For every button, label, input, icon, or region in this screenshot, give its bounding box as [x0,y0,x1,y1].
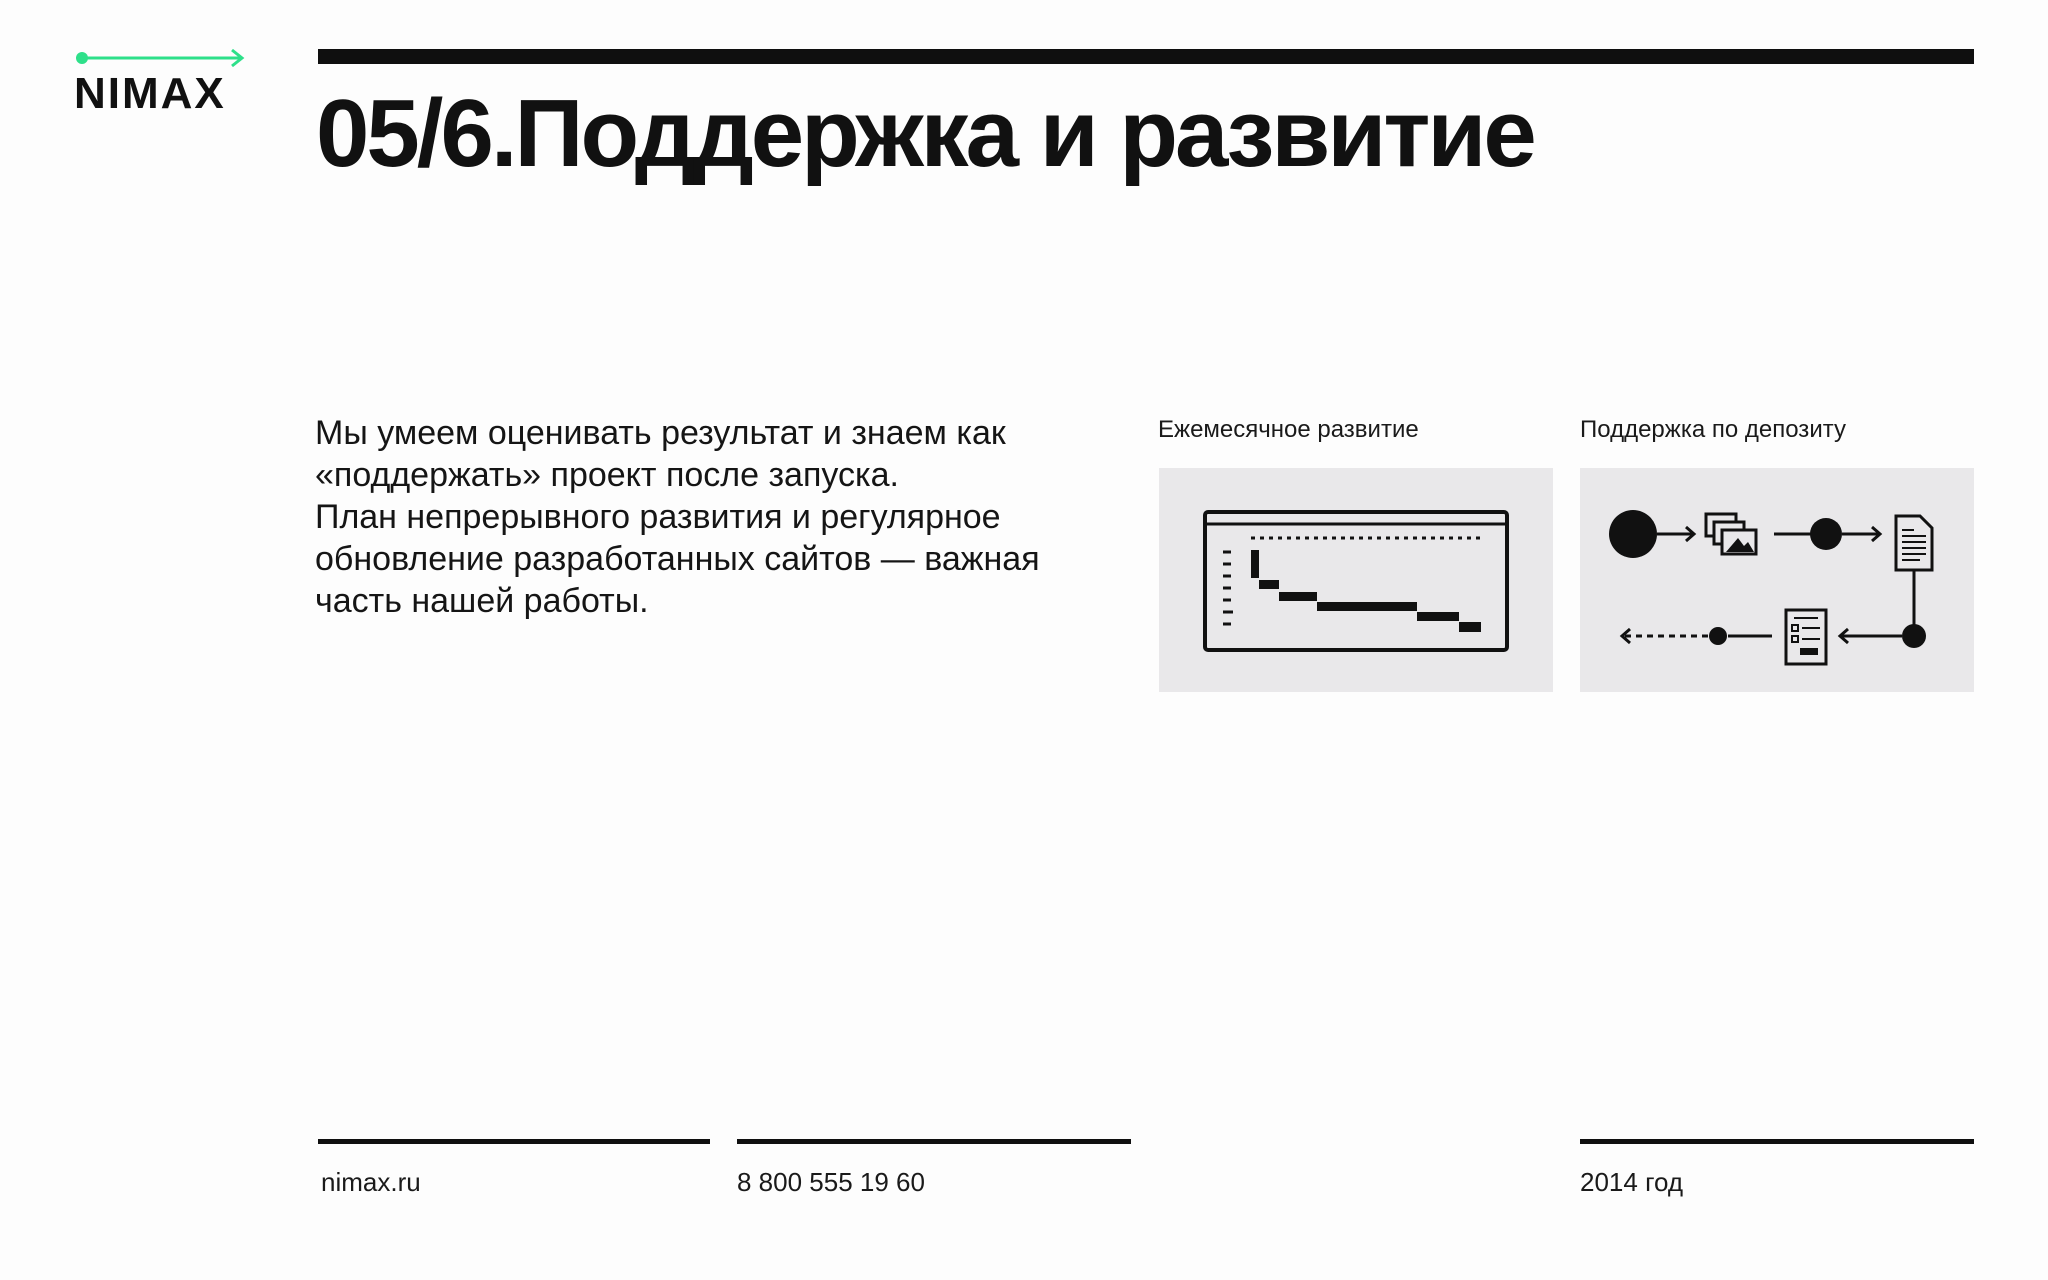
workflow-diagram-icon [1580,468,1974,692]
description-paragraph-1: Мы умеем оценивать результат и знаем как «поддержать» проект после запуска. [315,414,1006,494]
description-paragraph-2: План непрерывного развития и регулярное обновление разработанных сайтов — важная часть нашей работы. [315,498,1040,620]
page-title: 05/6.Поддержка и развитие [316,80,1534,187]
description [315,412,1095,622]
logo-arrow-icon [74,46,248,70]
footer-rule-year [1580,1139,1974,1144]
footer-rule-website [318,1139,710,1144]
footer-year: 2014 год [1580,1167,1684,1197]
card-deposit-support [1580,468,1974,692]
brand-logo [74,46,252,118]
brand-name: NIMAX [74,69,226,118]
footer-website-link[interactable]: nimax.ru [321,1167,421,1197]
footer-phone-link[interactable]: 8 800 555 19 60 [737,1167,925,1197]
card-label-monthly: Ежемесячное развитие [1158,416,1419,443]
top-rule [318,49,1974,64]
card-label-deposit: Поддержка по депозиту [1580,416,1846,443]
gantt-chart-icon [1159,468,1553,692]
footer-rule-phone [737,1139,1131,1144]
card-monthly-development [1159,468,1553,692]
